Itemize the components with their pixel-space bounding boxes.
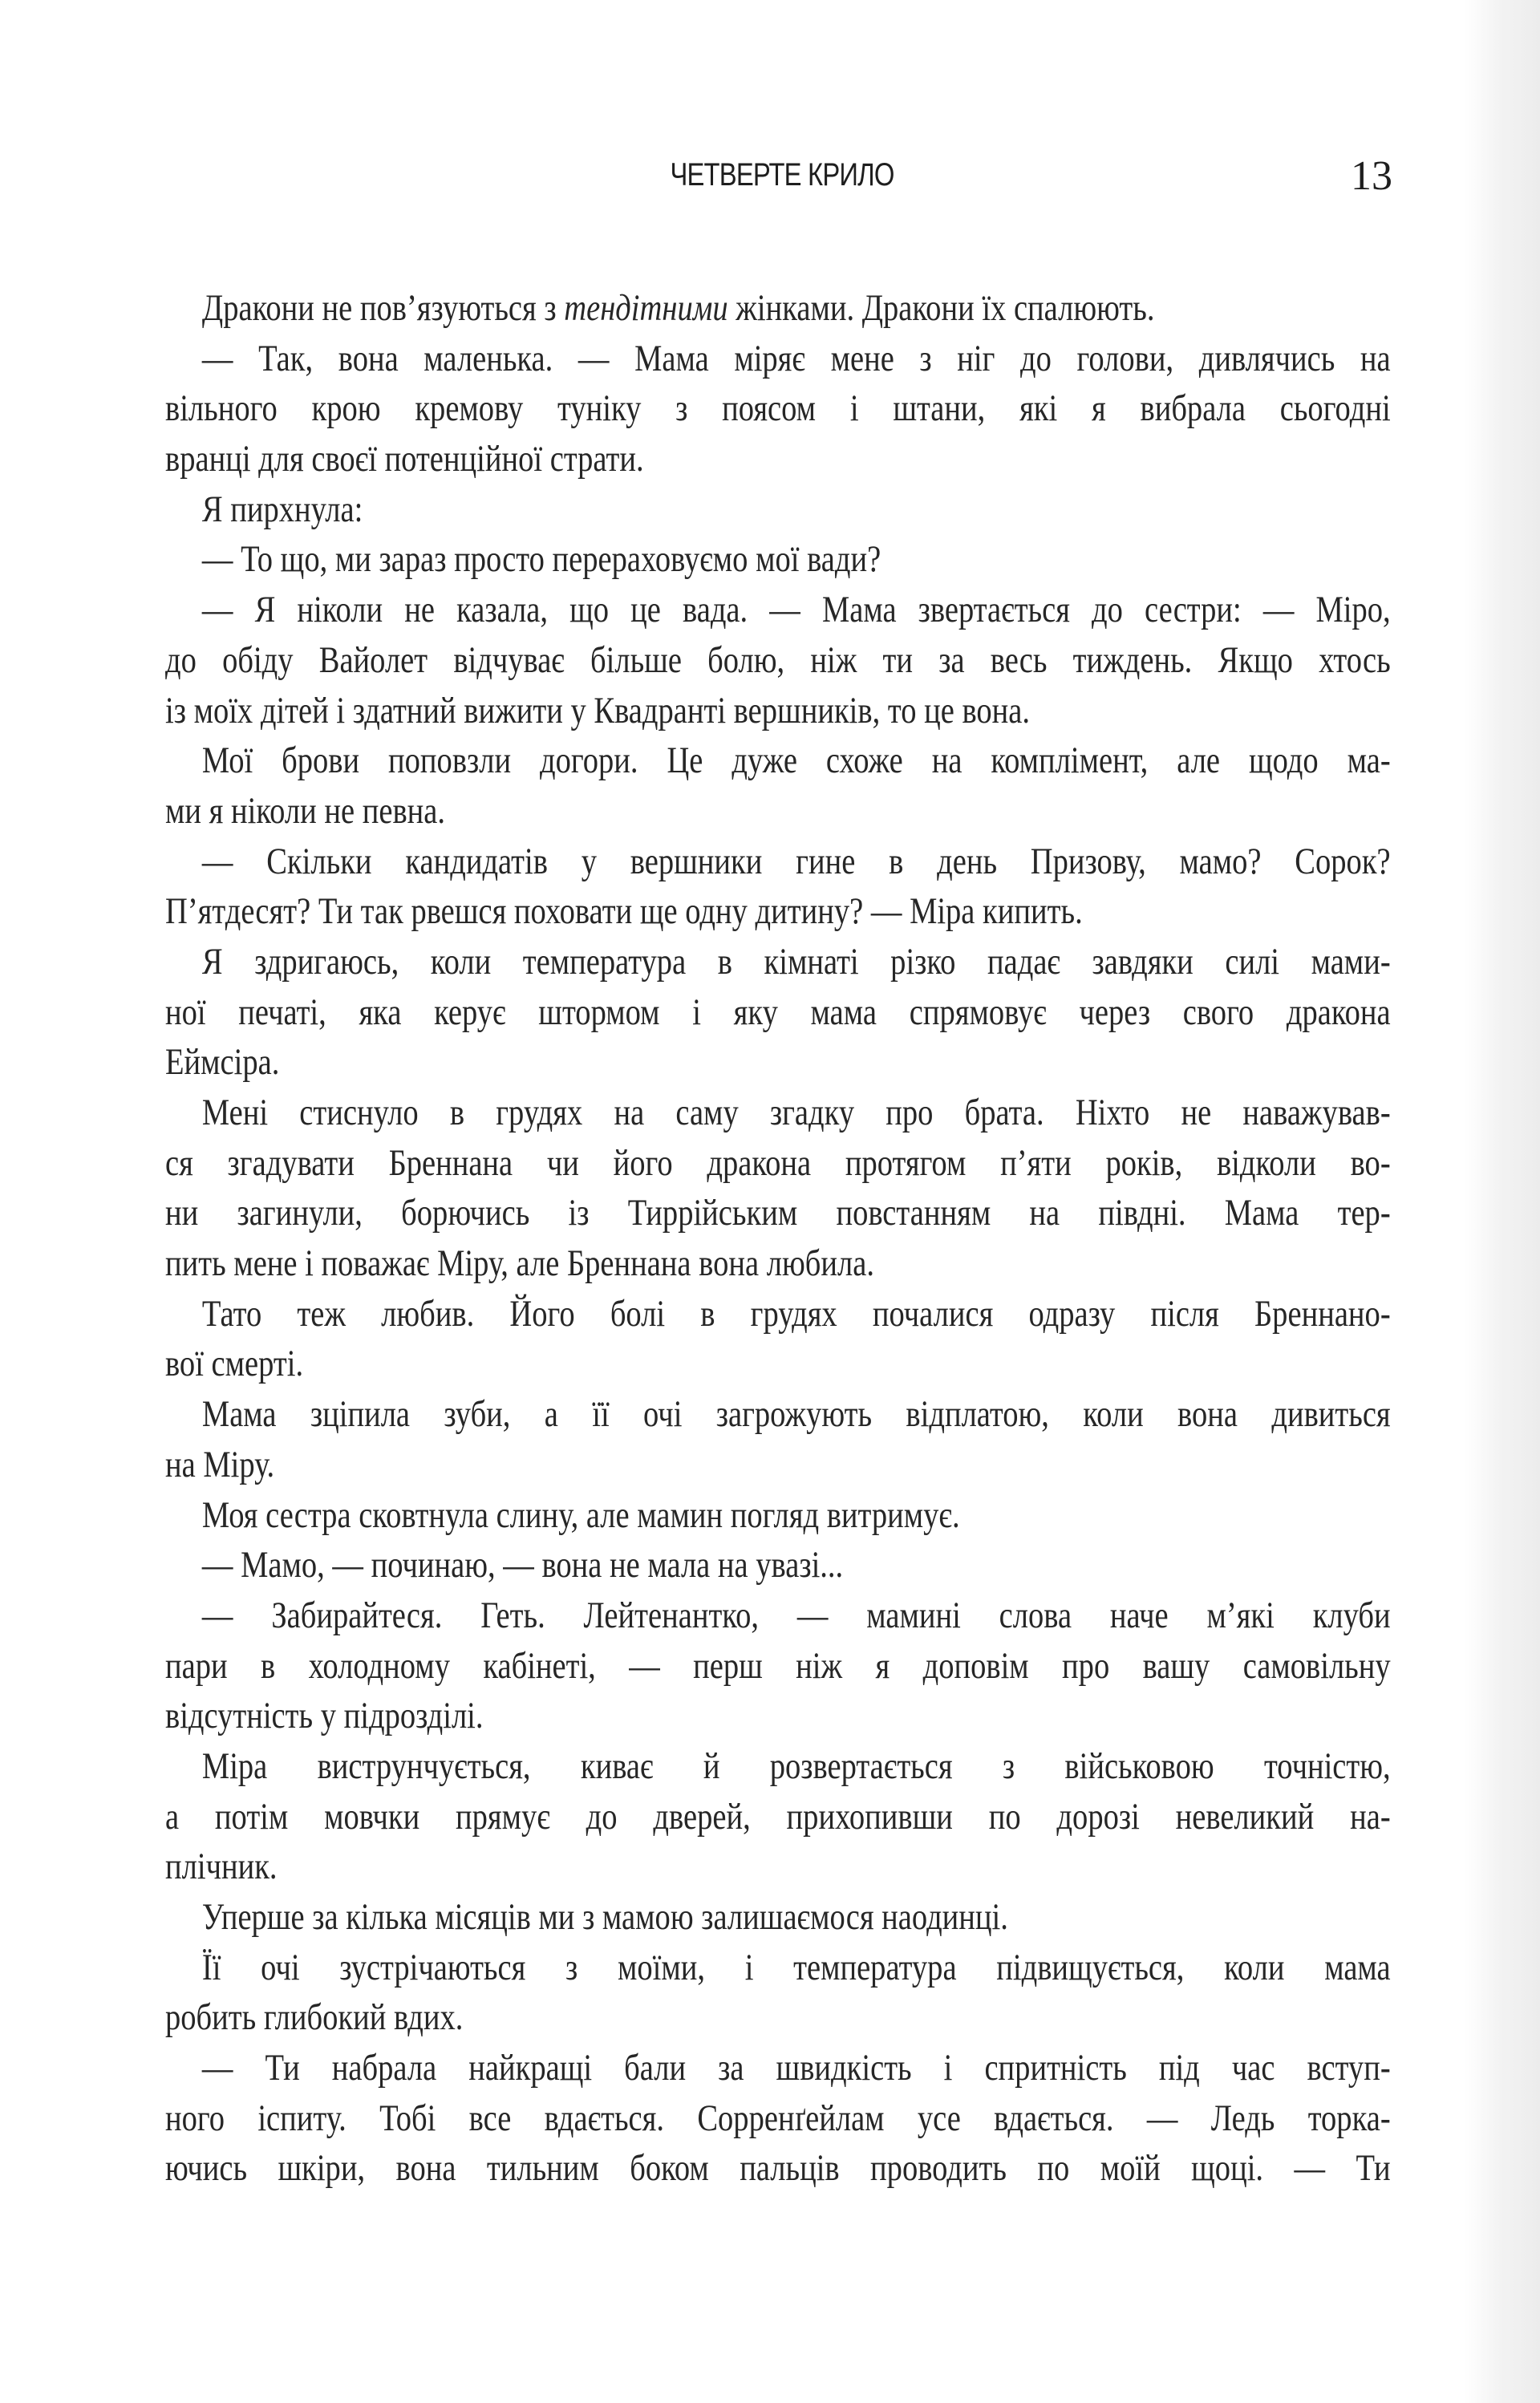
text-line: [165, 1088, 1391, 1138]
book-text-body: [165, 283, 1391, 2194]
text-segment: Я пирхнула:: [201, 488, 363, 530]
text-segment: вранці для своєї потенційної страти.: [165, 438, 644, 480]
text-segment: на Міру.: [165, 1443, 275, 1485]
text-segment: Дракони не пов’язуються з: [201, 287, 565, 329]
text-segment: Уперше за кілька місяців ми з мамою залишаємося наодинці.: [201, 1896, 1008, 1938]
text-line: [165, 1440, 1391, 1490]
text-segment: ної печаті, яка керує штормом і яку мама спрямовує через свого дракона: [165, 991, 1391, 1033]
text-segment: Еймсіра.: [165, 1041, 280, 1084]
text-line: [165, 937, 1391, 987]
text-segment: Її очі зустрічаються з моїми, і температура підвищується, коли мама: [201, 1946, 1391, 1988]
text-segment: — Мамо, — починаю, — вона не мала на увазі...: [201, 1544, 844, 1586]
text-segment: відсутність у підрозділі.: [165, 1695, 484, 1737]
text-line: [165, 886, 1391, 937]
text-line: [165, 283, 1391, 334]
page-number: 13: [1351, 153, 1392, 199]
text-line: [165, 383, 1391, 434]
text-segment: а потім мовчки прямує до дверей, прихопивши по дорозі невеликий на-: [165, 1795, 1391, 1838]
text-line: [165, 2043, 1391, 2093]
text-line: [165, 1188, 1391, 1238]
text-line: [165, 1490, 1391, 1541]
text-segment: Мої брови поповзли догори. Це дуже схоже на комплімент, але щодо ма-: [201, 740, 1391, 782]
text-segment: — То що, ми зараз просто перераховуємо мої вади?: [201, 538, 881, 581]
text-segment: до обіду Вайолет відчуває більше болю, ніж ти за весь тиждень. Якщо хтось: [165, 638, 1391, 681]
text-segment: Моя сестра сковтнула слину, але мамин погляд витримує.: [201, 1493, 960, 1536]
text-segment: П’ятдесят? Ти так рвешся поховати ще одну дитину? — Міра кипить.: [165, 890, 1083, 933]
text-segment: Тато теж любив. Його болі в грудях почалися одразу після Бреннано-: [201, 1292, 1391, 1335]
text-segment: — Скільки кандидатів у вершники гине в день Призову, мамо? Сорок?: [201, 840, 1391, 882]
text-line: [165, 1943, 1391, 1993]
text-segment: ни загинули, борючись із Тиррійським повстанням на півдні. Мама тер-: [165, 1192, 1391, 1234]
text-segment: вільного крою кремову туніку з поясом і штани, які я вибрала сьогодні: [165, 387, 1391, 430]
text-segment: пить мене і поважає Міру, але Бреннана вона любила.: [165, 1242, 874, 1285]
text-segment: робить глибокий вдих.: [165, 1996, 464, 2039]
text-line: [165, 837, 1391, 887]
text-segment: — Так, вона маленька. — Мама міряє мене з ніг до голови, дивлячись на: [201, 337, 1391, 379]
text-line: [165, 1389, 1391, 1440]
text-segment: — Я ніколи не казала, що це вада. — Мама звертається до сестри: — Міро,: [201, 589, 1391, 631]
text-line: [165, 1289, 1391, 1339]
text-line: [165, 1037, 1391, 1088]
text-line: [165, 735, 1391, 786]
text-segment: Мені стиснуло в грудях на саму згадку про брата. Ніхто не наважував-: [201, 1092, 1391, 1133]
text-line: [165, 1892, 1391, 1943]
text-line: [165, 1691, 1391, 1741]
text-segment: плічник.: [165, 1846, 278, 1888]
text-segment: — Забирайтеся. Геть. Лейтенантко, — мамині слова наче м’які клуби: [201, 1594, 1391, 1636]
text-line: [165, 484, 1391, 535]
text-segment: ного іспиту. Тобі все вдається. Сорренґейлам усе вдається. — Ледь торка-: [165, 2097, 1391, 2139]
text-line: [165, 1741, 1391, 1792]
text-segment: ми я ніколи не певна.: [165, 789, 446, 832]
text-line: [165, 1238, 1391, 1289]
text-line: [165, 2143, 1391, 2194]
text-line: [165, 534, 1391, 585]
text-segment: пари в холодному кабінеті, — перш ніж я доповім про вашу самовільну: [165, 1644, 1391, 1687]
text-line: [165, 1992, 1391, 2043]
text-line: [165, 1792, 1391, 1842]
text-line: [165, 635, 1391, 686]
text-segment: — Ти набрала найкращі бали за швидкість і спритність під час вступ-: [201, 2047, 1391, 2089]
text-line: [165, 1591, 1391, 1641]
text-segment: жінками. Дракони їх спалюють.: [727, 287, 1155, 329]
text-line: [165, 1641, 1391, 1692]
text-line: [165, 1540, 1391, 1591]
text-line: [165, 334, 1391, 384]
text-line: [165, 1842, 1391, 1892]
text-line: [165, 1339, 1391, 1389]
text-segment: Я здригаюсь, коли температура в кімнаті різко падає завдяки силі мами-: [201, 940, 1391, 983]
italic-emphasis: тендітними: [564, 287, 728, 329]
text-line: [165, 987, 1391, 1038]
text-segment: вої смерті.: [165, 1343, 304, 1385]
text-line: [165, 1138, 1391, 1189]
text-line: [165, 686, 1391, 736]
running-title: ЧЕТВЕРТЕ КРИЛО: [670, 157, 894, 192]
text-segment: із моїх дітей і здатний вижити у Квадранті вершників, то це вона.: [165, 689, 1031, 731]
text-segment: Міра виструнчується, киває й розвертається з військовою точністю,: [201, 1745, 1391, 1787]
text-line: [165, 585, 1391, 635]
text-segment: Мама зціпила зуби, а її очі загрожують відплатою, коли вона дивиться: [201, 1393, 1391, 1436]
text-line: [165, 434, 1391, 484]
text-line: [165, 2093, 1391, 2144]
text-line: [165, 786, 1391, 837]
text-segment: ючись шкіри, вона тильним боком пальців проводить по моїй щоці. — Ти: [165, 2147, 1391, 2190]
text-segment: ся згадувати Бреннана чи його дракона протягом п’яти років, відколи во-: [165, 1141, 1391, 1184]
